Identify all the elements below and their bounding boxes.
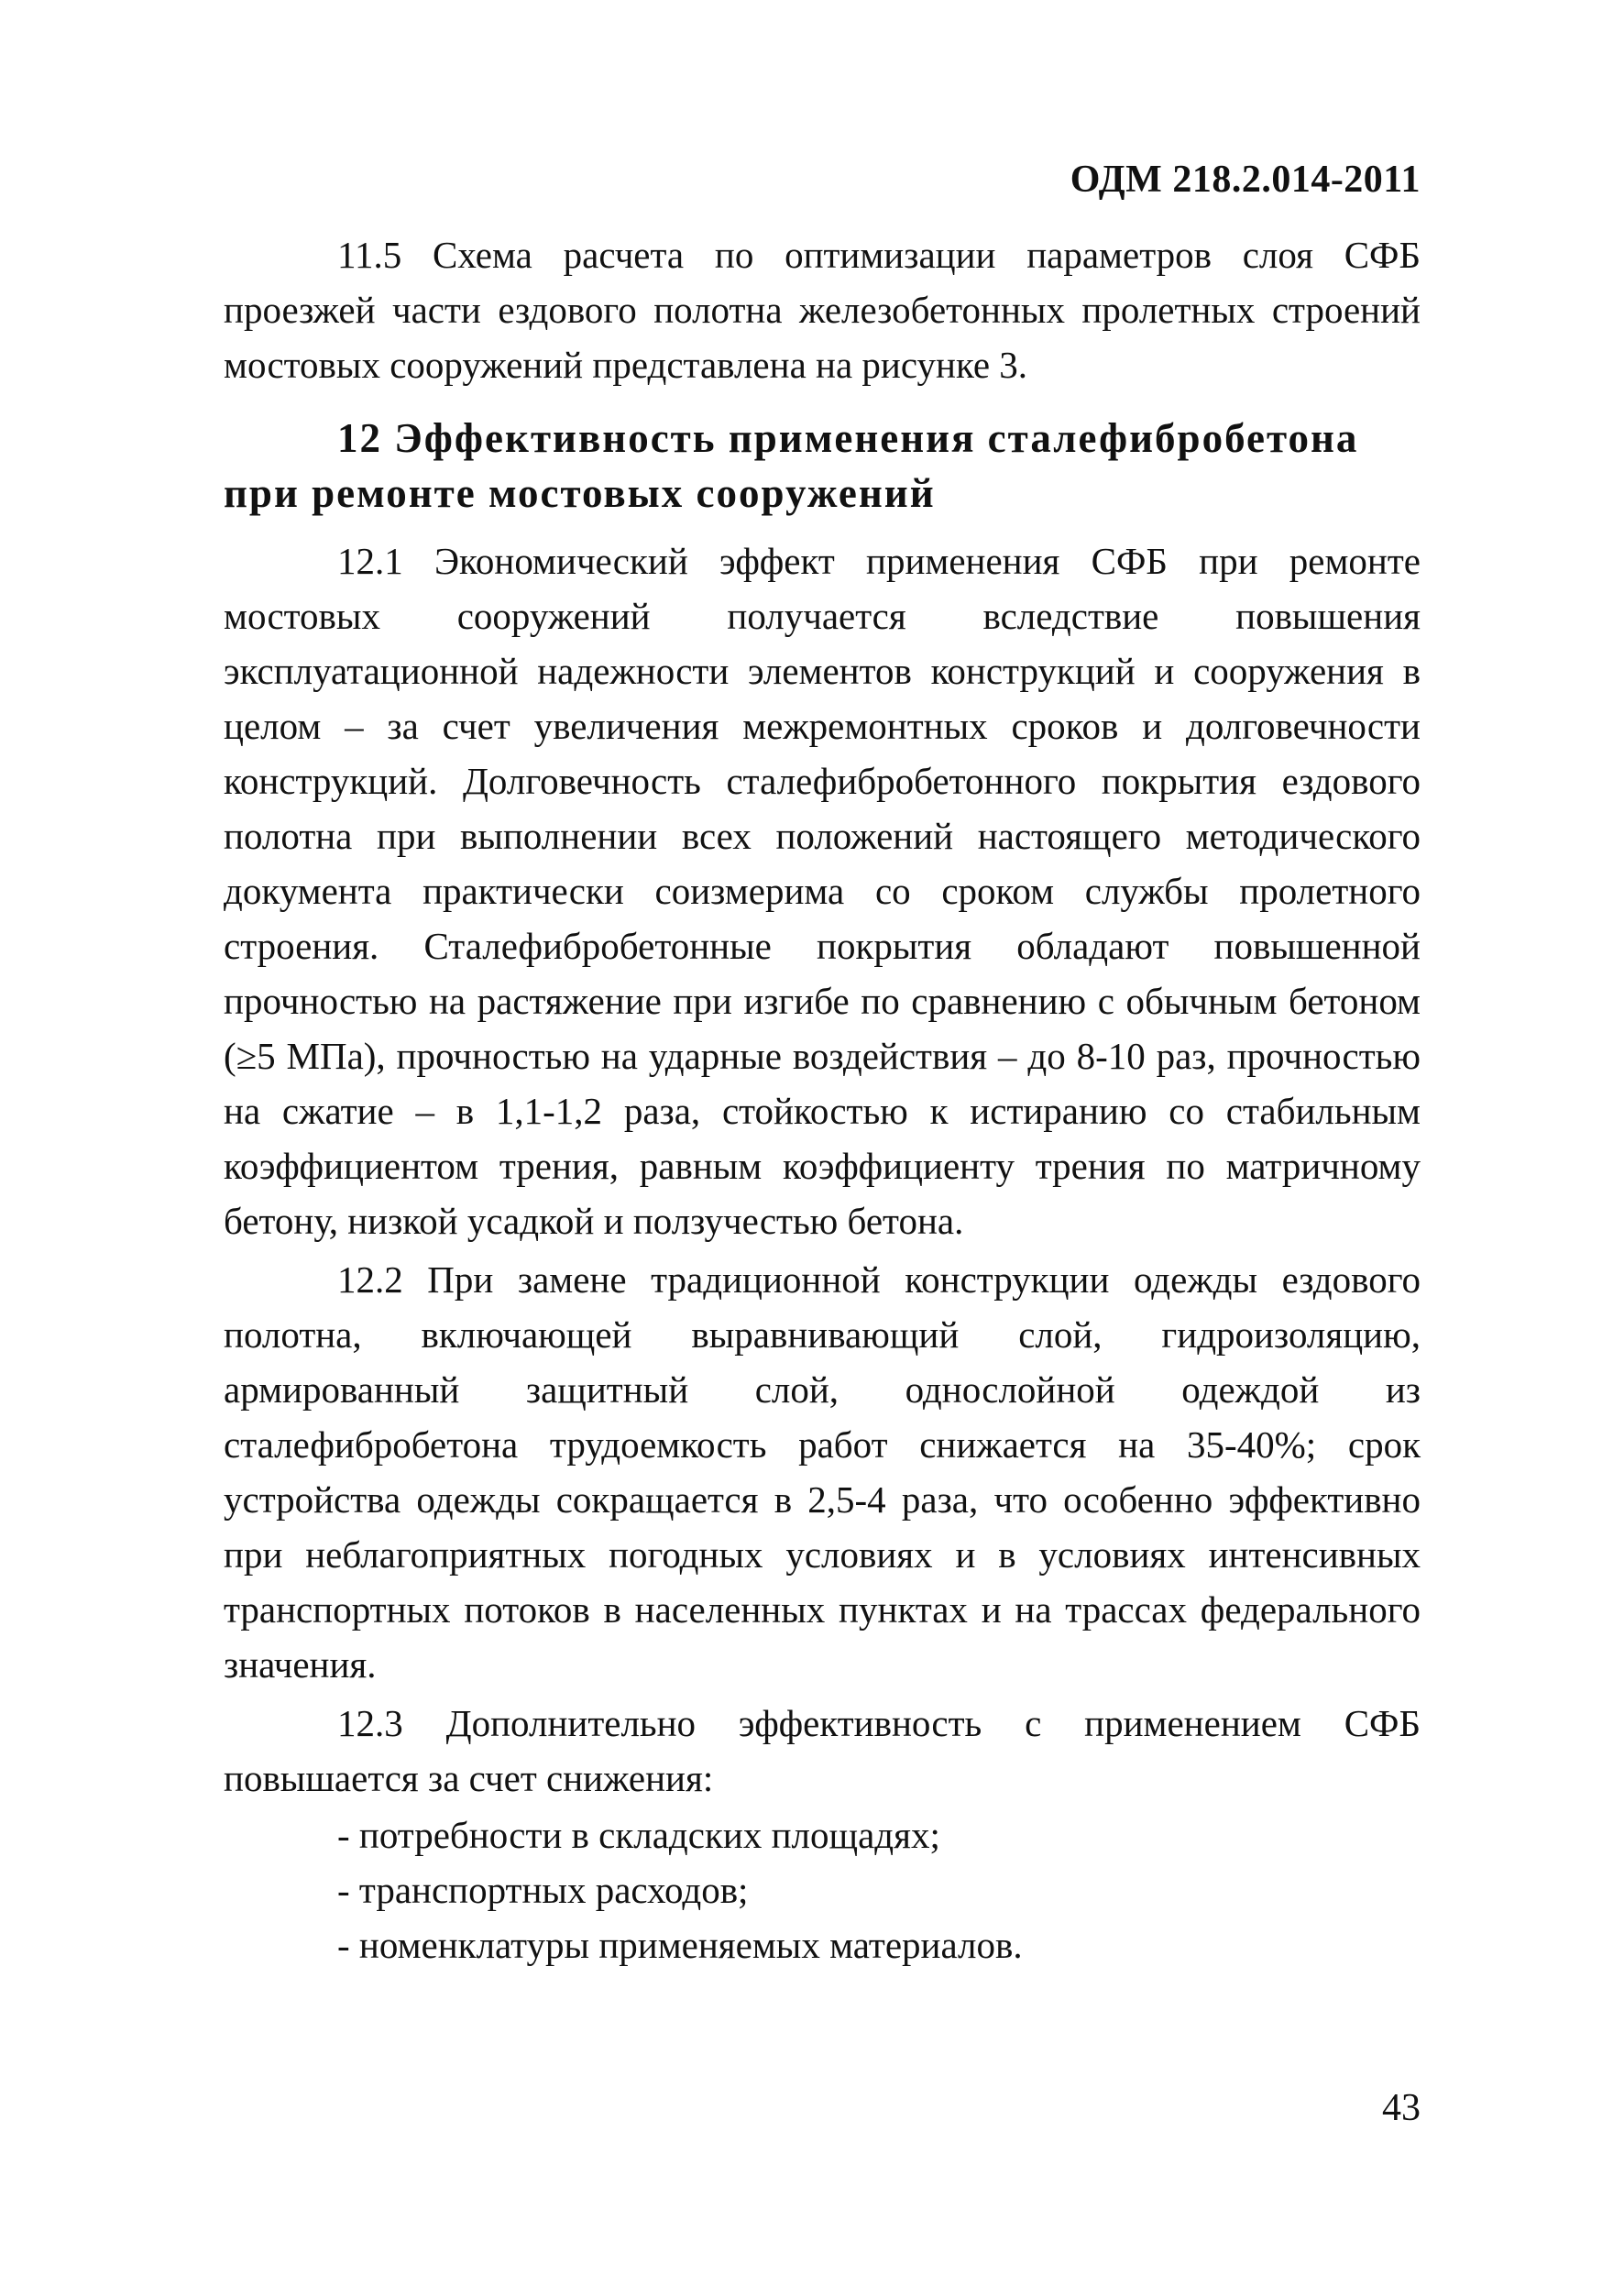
- paragraph-12-3: 12.3 Дополнительно эффективность с применением СФБ повышается за счет снижения:: [224, 1702, 1421, 1799]
- paragraph-12-3-block: [224, 1696, 1421, 1806]
- list-item: - потребности в складских площадях;: [337, 1814, 940, 1856]
- paragraph-12-2-block: [224, 1252, 1421, 1692]
- paragraph-11-5-block: [224, 227, 1421, 392]
- document-code-header: ОДМ 218.2.014-2011: [1070, 159, 1421, 201]
- page-number: 43: [1382, 2087, 1421, 2129]
- paragraph-11-5: 11.5 Схема расчета по оптимизации параметров слоя СФБ проезжей части ездового полотна железобетонных пролетных строений мостовых сооружений представлена на рисунке 3.: [224, 234, 1421, 386]
- reduction-list: [337, 1807, 1023, 1972]
- paragraph-12-1: 12.1 Экономический эффект применения СФБ при ремонте мостовых сооружений получается вследствие повышения эксплуатационной надежности элементов конструкций и сооружения в целом – за счет увеличения межремонтных сроков и долговечности конструкций. Долговечность сталефибробетонного покрытия ездового полотна при выполнении всех положений настоящего методического документа практически соизмерима со сроком службы пролетного строения. Сталефибробетонные покрытия обладают повышенной прочностью на растяжение при изгибе по сравнению с обычным бетоном (≥5 МПа), прочностью на ударные воздействия – до 8-10 раз, прочностью на сжатие – в 1,1-1,2 раза, стойкостью к истиранию со стабильным коэффициентом трения, равным коэффициенту трения по матричному бетону, низкой усадкой и ползучестью бетона.: [224, 540, 1421, 1242]
- paragraph-12-1-block: [224, 533, 1421, 1248]
- list-item: - транспортных расходов;: [337, 1869, 749, 1911]
- section-12-heading: 12 Эффективность применения сталефибробетона при ремонте мостовых сооружений: [224, 415, 1359, 516]
- list-item: - номенклатуры применяемых материалов.: [337, 1924, 1023, 1966]
- paragraph-12-2: 12.2 При замене традиционной конструкции одежды ездового полотна, включающей выравнивающий слой, гидроизоляцию, армированный защитный слой, однослойной одеждой из сталефибробетона трудоемкость работ снижается на 35-40%; срок устройства одежды сокращается в 2,5-4 раза, что особенно эффективно при неблагоприятных погодных условиях и в условиях интенсивных транспортных потоков в населенных пунктах и на трассах федерального значения.: [224, 1258, 1421, 1686]
